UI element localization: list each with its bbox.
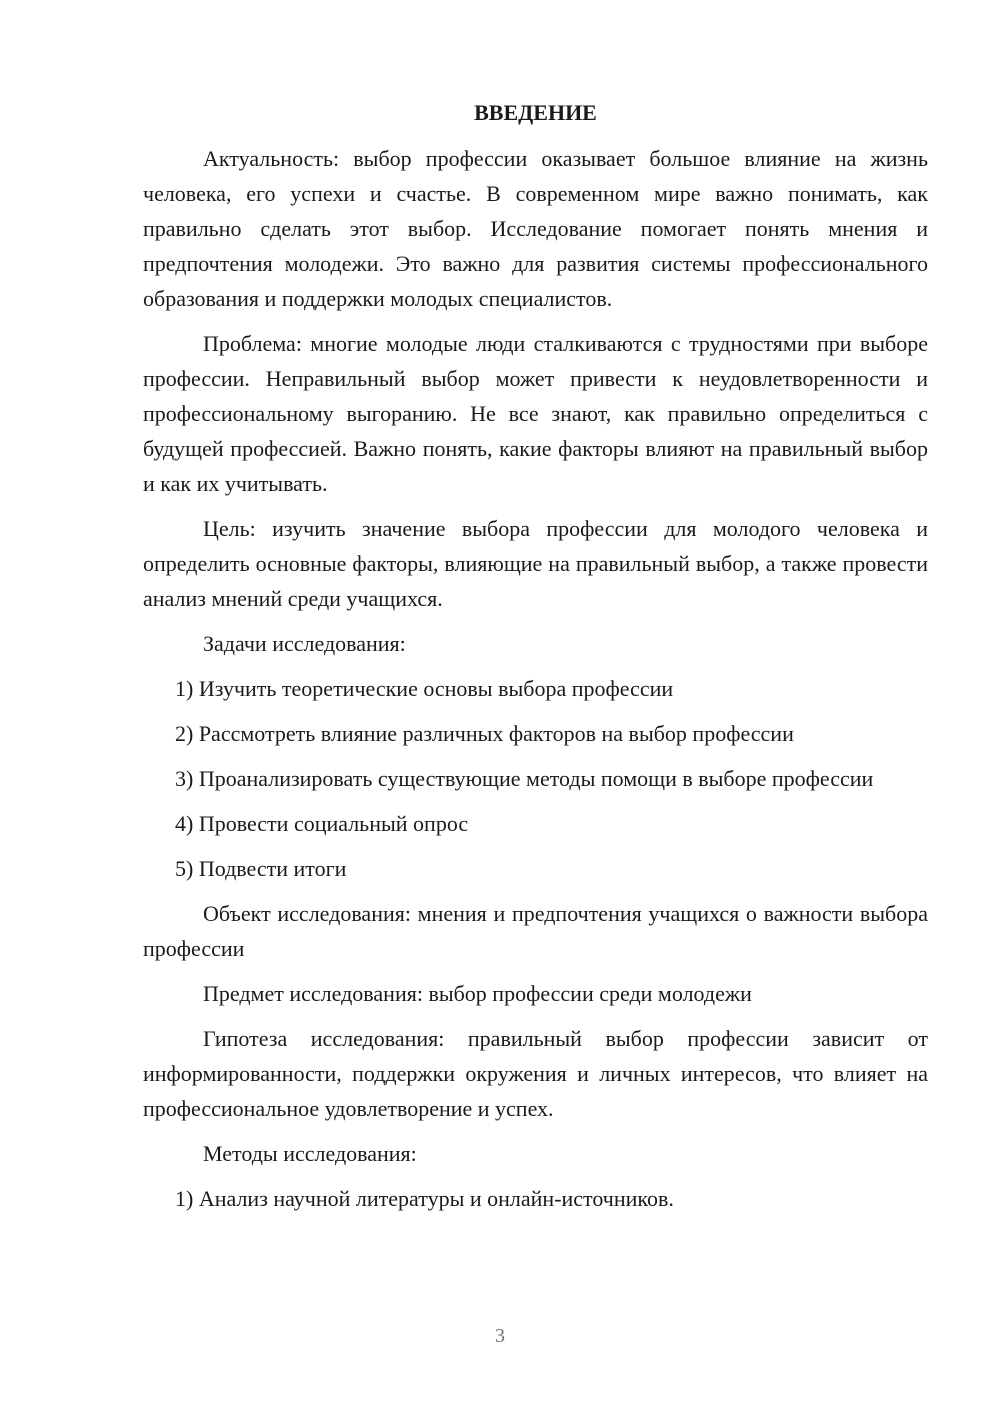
- paragraph-hypothesis: Гипотеза исследования: правильный выбор профессии зависит от информированности, поддержки окружения и личных интересов, что влияет на профессиональное удовлетворение и успех.: [143, 1026, 928, 1121]
- page-content: [143, 95, 928, 1226]
- paragraph-subject: Предмет исследования: выбор профессии среди молодежи: [203, 981, 752, 1006]
- tasks-heading: Задачи исследования:: [203, 631, 406, 656]
- section-title: ВВЕДЕНИЕ: [474, 100, 597, 125]
- task-item: 1) Изучить теоретические основы выбора профессии: [175, 676, 674, 701]
- methods-heading: Методы исследования:: [203, 1141, 417, 1166]
- paragraph-problem: Проблема: многие молодые люди сталкиваются с трудностями при выборе профессии. Неправильный выбор может привести к неудовлетворенности и профессиональному выгоранию. Не все знают, как правильно определиться с будущей профессией. Важно понять, какие факторы влияют на правильный выбор и как их учитывать.: [143, 331, 928, 496]
- method-item: 1) Анализ научной литературы и онлайн-источников.: [175, 1186, 674, 1211]
- task-item: 2) Рассмотреть влияние различных факторов на выбор профессии: [175, 721, 794, 746]
- paragraph-relevance: Актуальность: выбор профессии оказывает большое влияние на жизнь человека, его успехи и счастье. В современном мире важно понимать, как правильно сделать этот выбор. Исследование помогает понять мнения и предпочтения молодежи. Это важно для развития системы профессионального образования и поддержки молодых специалистов.: [143, 146, 928, 311]
- task-item: 4) Провести социальный опрос: [175, 811, 469, 836]
- paragraph-goal: Цель: изучить значение выбора профессии для молодого человека и определить основные факторы, влияющие на правильный выбор, а также провести анализ мнений среди учащихся.: [143, 516, 928, 611]
- paragraph-object: Объект исследования: мнения и предпочтения учащихся о важности выбора профессии: [143, 901, 928, 961]
- page-number: 3: [495, 1325, 505, 1347]
- task-item: 5) Подвести итоги: [175, 856, 347, 881]
- task-item: 3) Проанализировать существующие методы помощи в выборе профессии: [175, 766, 874, 791]
